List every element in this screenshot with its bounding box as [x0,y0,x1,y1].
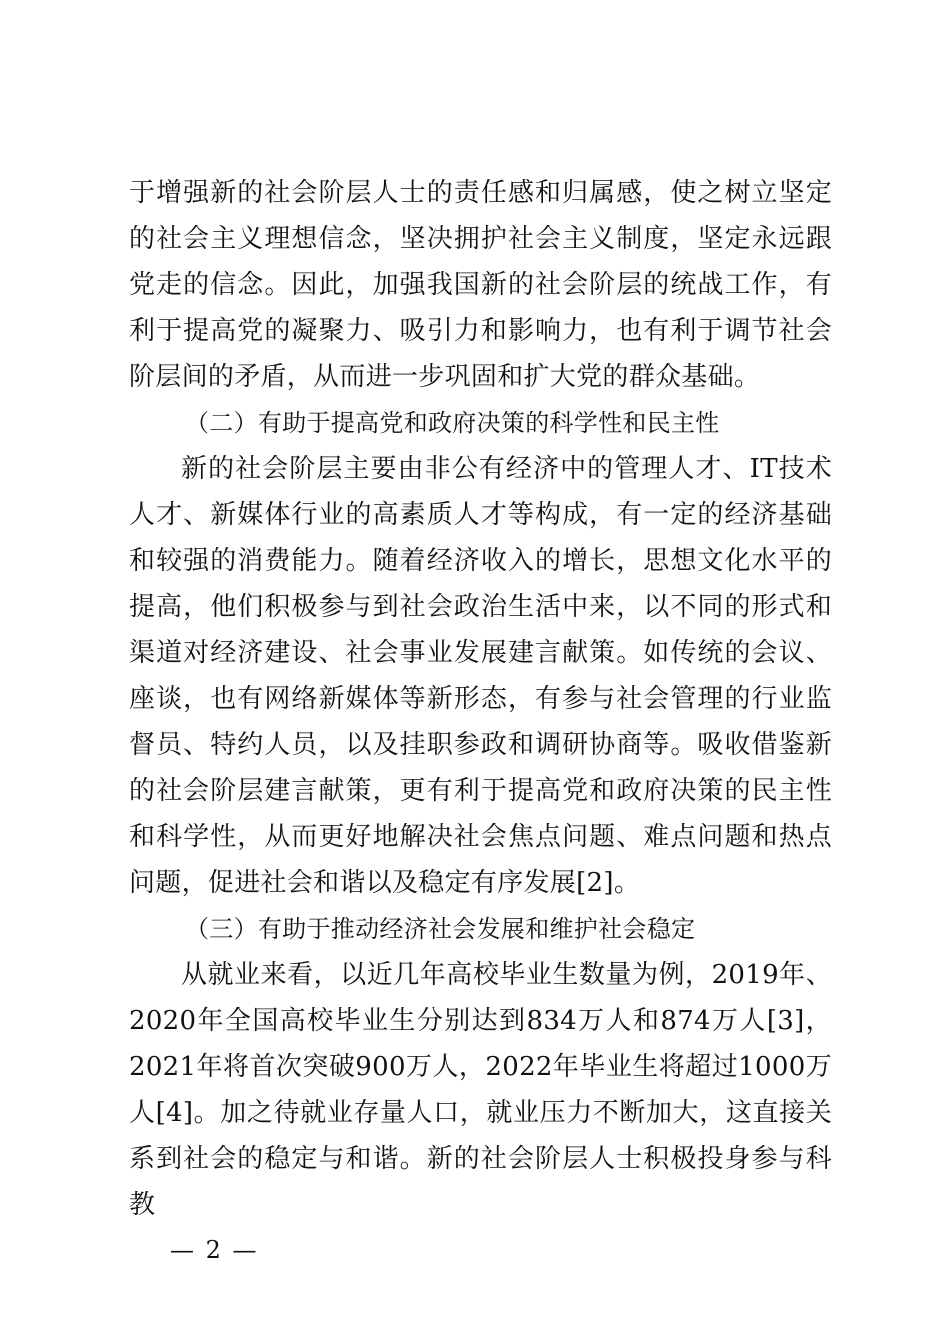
section-heading: （二）有助于提高党和政府决策的科学性和民主性 [185,409,720,437]
document-body [129,170,832,1228]
body-paragraph: 于增强新的社会阶层人士的责任感和归属感，使之树立坚定的社会主义理想信念，坚决拥护社会主义制度，坚定永远跟党走的信念。因此，加强我国新的社会阶层的统战工作，有利于提高党的凝聚力、吸引力和影响力，也有利于调节社会阶层间的矛盾，从而进一步巩固和扩大党的群众基础。 [129,178,832,392]
body-paragraph: 新的社会阶层主要由非公有经济中的管理人才、IT技术人才、新媒体行业的高素质人才等构成，有一定的经济基础和较强的消费能力。随着经济收入的增长，思想文化水平的提高，他们积极参与到社会政治生活中来，以不同的形式和渠道对经济建设、社会事业发展建言献策。如传统的会议、座谈，也有网络新媒体等新形态，有参与社会管理的行业监督员、特约人员，以及挂职参政和调研协商等。吸收借鉴新的社会阶层建言献策，更有利于提高党和政府决策的民主性和科学性，从而更好地解决社会焦点问题、难点问题和热点问题，促进社会和谐以及稳定有序发展[2]。 [129,454,832,898]
page-number: — 2 — [170,1236,259,1264]
section-heading: （三）有助于推动经济社会发展和维护社会稳定 [185,915,696,943]
body-paragraph: 从就业来看，以近几年高校毕业生数量为例，2019年、2020年全国高校毕业生分别达到834万人和874万人[3]，2021年将首次突破900万人，2022年毕业生将超过1000万人[4]。加之待就业存量人口，就业压力不断加大，这直接关系到社会的稳定与和谐。新的社会阶层人士积极投身参与科教 [129,960,832,1220]
